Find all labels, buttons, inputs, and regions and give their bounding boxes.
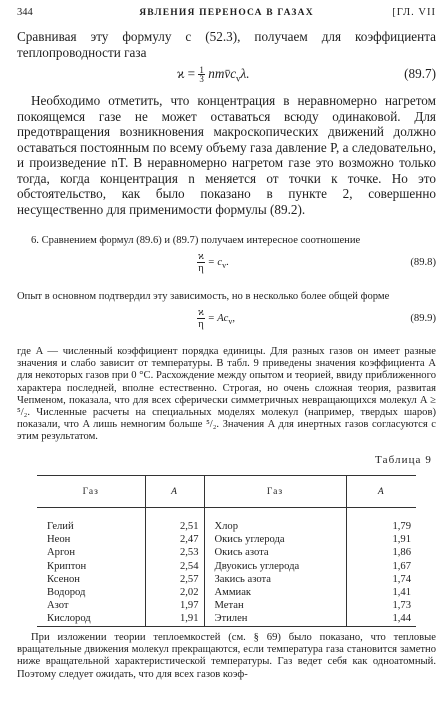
table-row: Неон 2,47 Окись углерода 1,91: [37, 533, 416, 546]
equation-89-8: [17, 251, 436, 277]
table-row: Гелий 2,51 Хлор 1,79: [37, 520, 416, 533]
table-caption: Таблица 9: [375, 454, 432, 466]
formula-89-8: $\frac{ϰ}{\eta}$ = $c_v$.: [198, 251, 229, 274]
table-row: Ксенон 2,57 Закись азота 1,74: [37, 573, 416, 586]
paragraph-heat-capacity: При изложении теории теплоемкостей (см. § 69) было показано, что тепловые вращательные движения молекул прекращаются, если температура газа становится заметно ниже вращательной характеристической температуры. Газ ведет себя как одноатомный. Поэтому следует ожидать, что для всех газов коэф-: [17, 632, 436, 680]
header-a: A: [346, 476, 416, 508]
header-gas: Газ: [37, 476, 145, 508]
formula-89-9: $\frac{ϰ}{\eta}$ = $Ac_v$,: [198, 307, 236, 330]
paragraph-intro: Сравнивая эту формулу с (52.3), получаем для коэффициента теплопроводности газа: [17, 29, 436, 60]
table-header-row: [37, 476, 416, 508]
running-title: ЯВЛЕНИЯ ПЕРЕНОСА В ГАЗАХ: [139, 8, 314, 18]
gas-coefficient-table: [37, 475, 416, 627]
paragraph-concentration: Необходимо отметить, что концентрация в неравномерно нагретом покоящемся газе не может оставаться всюду одинаковой. Для предотвращения возникновения макроскопических движений должно оставаться постоянным по всему объему газа давление P, а следовательно, и произведение nT. В неравномерно нагретом газе это возможно только тогда, когда концентрация n меняется от точки к точке. Но это обстоятельство, как было показано в пункте 2, совершенно несущественно для применимости формулы (89.2).: [17, 93, 436, 217]
formula-89-7: ϰ = $\frac{1}{3}$ $nmv̄c_v\lambda$.: [177, 65, 250, 85]
chapter-label: [ГЛ. VII: [392, 7, 436, 18]
header-gas: Газ: [204, 476, 346, 508]
equation-89-9: [17, 307, 436, 333]
equation-number: (89.8): [410, 257, 436, 268]
table-row: Криптон 2,54 Двуокись углерода 1,67: [37, 560, 416, 573]
table-row: Азот 1,97 Метан 1,73: [37, 599, 416, 612]
equation-number: (89.9): [410, 313, 436, 324]
table-row: Аргон 2,53 Окись азота 1,86: [37, 546, 416, 559]
equation-number: (89.7): [404, 66, 436, 81]
table-row: Кислород 1,91 Этилен 1,44: [37, 612, 416, 626]
running-header: [17, 7, 436, 21]
page-number: 344: [17, 7, 33, 18]
paragraph-point-6: 6. Сравнением формул (89.6) и (89.7) получаем интересное соотношение: [31, 235, 361, 246]
equation-89-7: [17, 66, 436, 86]
paragraph-experiment: Опыт в основном подтвердил эту зависимость, но в несколько более общей форме: [17, 291, 390, 302]
header-a: A: [145, 476, 204, 508]
paragraph-coefficient-a: где A — численный коэффициент порядка единицы. Для разных газов он имеет разные значения и слабо зависит от температуры. В табл. 9 приведены значения коэффициента A для некоторых газов при 0 °С. Расхождение между опытом и теорией, ввиду приближенного характера последней, вполне естественно. Строгая, но очень сложная теория, развитая Чепменом, показала, что для всех сферически симметричных невращающихся молекул A ≥ ⁵/₂. Численные расчеты на специальных моделях молекул (например, твердых шаров) показали, что A лишь немногим больше ⁵/₂. Значения A для инертных газов согласуются с этим результатом.: [17, 346, 436, 443]
table-row: Водород 2,02 Аммиак 1,41: [37, 586, 416, 599]
